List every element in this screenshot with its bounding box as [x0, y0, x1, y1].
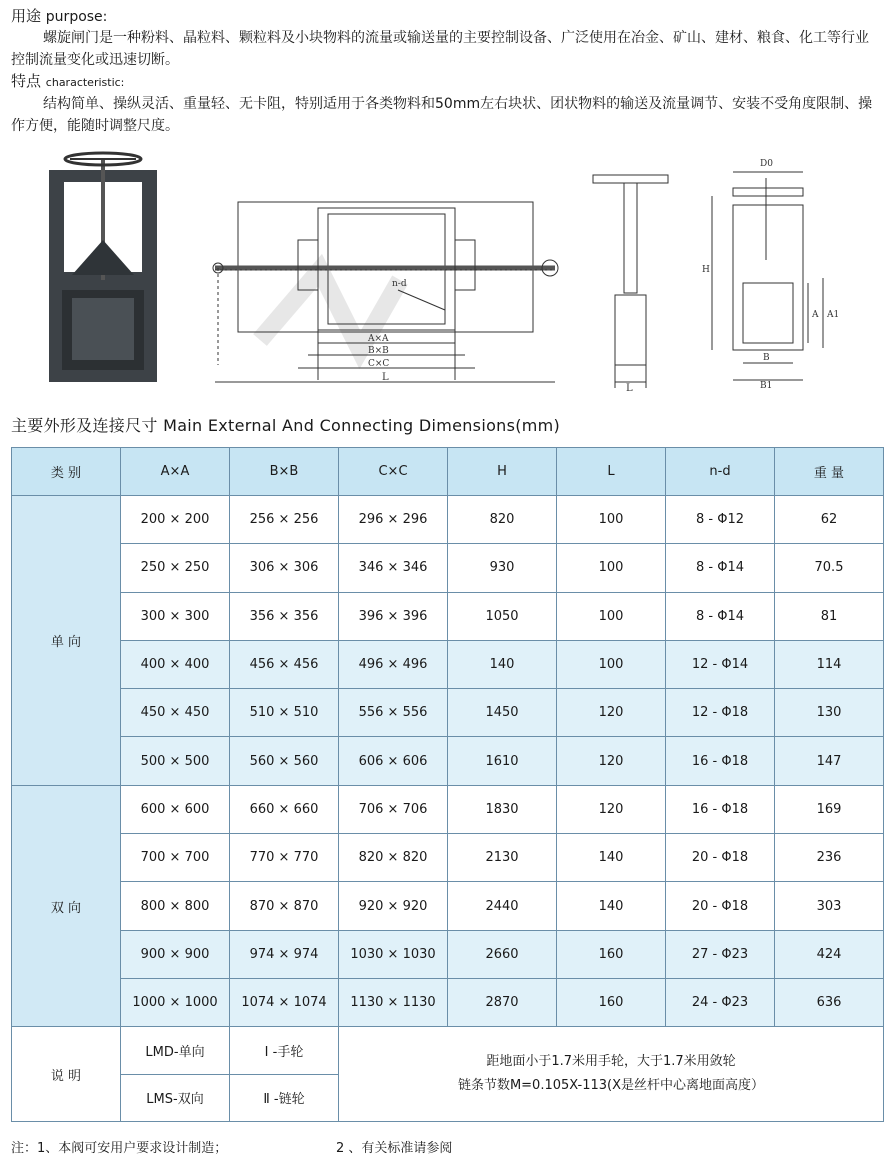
table-row: [12, 737, 884, 785]
header-h: H: [448, 448, 557, 496]
header-cxc: C×C: [339, 448, 448, 496]
cell-nd: 24 - Φ23: [666, 978, 775, 1026]
cell-l: 100: [557, 496, 666, 544]
cell-bxb: 1074 × 1074: [230, 978, 339, 1026]
cell-cxc: 1030 × 1030: [339, 930, 448, 978]
cell-cxc: 396 × 396: [339, 592, 448, 640]
label-cxc: C×C: [368, 359, 390, 369]
footer-note-1: 注：1、本阀可安用户要求设计制造；: [11, 1141, 228, 1156]
cell-l: 120: [557, 737, 666, 785]
cell-l: 140: [557, 834, 666, 882]
cell-bxb: 256 × 256: [230, 496, 339, 544]
characteristic-label: 特点: [11, 72, 42, 90]
cell-weight: 424: [775, 930, 884, 978]
note-row: [12, 1027, 884, 1074]
note-lms-wheel: Ⅱ -链轮: [230, 1074, 339, 1121]
cell-weight: 636: [775, 978, 884, 1026]
header-axa: A×A: [121, 448, 230, 496]
header-bxb: B×B: [230, 448, 339, 496]
note-label: 说 明: [12, 1027, 121, 1122]
cell-nd: 16 - Φ18: [666, 785, 775, 833]
table-row: [12, 978, 884, 1026]
header-l: L: [557, 448, 666, 496]
cell-bxb: 770 × 770: [230, 834, 339, 882]
cell-nd: 16 - Φ18: [666, 737, 775, 785]
table-row: [12, 930, 884, 978]
cell-nd: 12 - Φ18: [666, 689, 775, 737]
cell-axa: 450 × 450: [121, 689, 230, 737]
cell-weight: 169: [775, 785, 884, 833]
cell-weight: 114: [775, 640, 884, 688]
cell-cxc: 606 × 606: [339, 737, 448, 785]
label-axa: A×A: [368, 334, 389, 344]
cell-h: 140: [448, 640, 557, 688]
note-remark: [339, 1027, 884, 1122]
group-double: 双 向: [12, 785, 121, 1026]
cell-h: 2130: [448, 834, 557, 882]
cell-l: 120: [557, 689, 666, 737]
label-nd: n-d: [392, 279, 407, 289]
header-nd: n-d: [666, 448, 775, 496]
cell-l: 100: [557, 544, 666, 592]
cell-weight: 130: [775, 689, 884, 737]
cell-cxc: 346 × 346: [339, 544, 448, 592]
purpose-text: 螺旋闸门是一种粉料、晶粒料、颗粒料及小块物料的流量或输送量的主要控制设备、广泛使用在冶金、矿山、建材、粮食、化工等行业控制流量变化或迅速切断。: [11, 30, 869, 68]
table-row: [12, 592, 884, 640]
cell-h: 2440: [448, 882, 557, 930]
label-bxb: B×B: [368, 346, 389, 356]
cell-axa: 500 × 500: [121, 737, 230, 785]
purpose-heading: [11, 6, 881, 27]
cell-axa: 250 × 250: [121, 544, 230, 592]
cell-weight: 81: [775, 592, 884, 640]
table-header-row: [12, 448, 884, 496]
label-h: H: [702, 265, 710, 275]
table-row: [12, 882, 884, 930]
cell-weight: 70.5: [775, 544, 884, 592]
cell-bxb: 660 × 660: [230, 785, 339, 833]
label-a: A: [812, 310, 819, 320]
cell-nd: 20 - Φ18: [666, 882, 775, 930]
drawings-svg: [0, 150, 890, 410]
cell-cxc: 556 × 556: [339, 689, 448, 737]
cell-nd: 8 - Φ12: [666, 496, 775, 544]
cell-weight: 62: [775, 496, 884, 544]
table-row: [12, 785, 884, 833]
cell-axa: 800 × 800: [121, 882, 230, 930]
cell-axa: 600 × 600: [121, 785, 230, 833]
label-b: B: [763, 353, 770, 363]
side-view-drawing: [593, 175, 668, 388]
characteristic-heading: [11, 71, 881, 93]
table-row: [12, 640, 884, 688]
label-d0: D0: [760, 159, 773, 169]
cell-bxb: 456 × 456: [230, 640, 339, 688]
cell-h: 1450: [448, 689, 557, 737]
intro-section: [11, 6, 881, 137]
cell-l: 160: [557, 930, 666, 978]
cell-nd: 8 - Φ14: [666, 592, 775, 640]
cell-nd: 12 - Φ14: [666, 640, 775, 688]
cell-axa: 1000 × 1000: [121, 978, 230, 1026]
cell-bxb: 356 × 356: [230, 592, 339, 640]
cell-cxc: 296 × 296: [339, 496, 448, 544]
label-b1: B1: [760, 381, 773, 391]
remark-line-2: 链条节数M=0.105X-113(X是丝杆中心离地面高度）: [457, 1078, 765, 1094]
cell-nd: 27 - Φ23: [666, 930, 775, 978]
group-single: 单 向: [12, 496, 121, 786]
cell-h: 2660: [448, 930, 557, 978]
cell-cxc: 496 × 496: [339, 640, 448, 688]
cell-weight: 147: [775, 737, 884, 785]
label-l-side: L: [626, 383, 633, 394]
table-row: [12, 544, 884, 592]
cell-l: 100: [557, 640, 666, 688]
cell-cxc: 820 × 820: [339, 834, 448, 882]
label-a1: A1: [827, 310, 840, 320]
note-lmd-wheel: Ⅰ -手轮: [230, 1027, 339, 1074]
cell-nd: 8 - Φ14: [666, 544, 775, 592]
cell-cxc: 920 × 920: [339, 882, 448, 930]
characteristic-label-en: characteristic:: [45, 76, 125, 89]
purpose-label: 用途: [11, 7, 42, 25]
table-row: [12, 689, 884, 737]
cell-axa: 200 × 200: [121, 496, 230, 544]
purpose-label-en: purpose:: [45, 9, 108, 25]
cell-axa: 300 × 300: [121, 592, 230, 640]
header-category: 类 别: [12, 448, 121, 496]
remark-line-1: 距地面小于1.7米用手轮，大于1.7米用敛轮: [486, 1054, 736, 1070]
cell-h: 1050: [448, 592, 557, 640]
header-weight: 重 量: [775, 448, 884, 496]
characteristic-text: 结构简单、操纵灵活、重量轻、无卡阻，特别适用于各类物料和50mm左右块状、团状物料的输送及流量调节、安装不受角度限制、操作方便，能随时调整尺度。: [11, 96, 873, 134]
cell-l: 140: [557, 882, 666, 930]
cell-nd: 20 - Φ18: [666, 834, 775, 882]
cell-weight: 303: [775, 882, 884, 930]
cell-axa: 700 × 700: [121, 834, 230, 882]
cell-h: 930: [448, 544, 557, 592]
cell-axa: 400 × 400: [121, 640, 230, 688]
cell-cxc: 1130 × 1130: [339, 978, 448, 1026]
dimensions-table: [11, 447, 884, 1122]
cell-bxb: 974 × 974: [230, 930, 339, 978]
cell-l: 160: [557, 978, 666, 1026]
note-lmd: LMD-单向: [121, 1027, 230, 1074]
valve-photo: [49, 153, 157, 382]
cell-bxb: 306 × 306: [230, 544, 339, 592]
cell-axa: 900 × 900: [121, 930, 230, 978]
note-lms: LMS-双向: [121, 1074, 230, 1121]
drawings-section: [0, 150, 890, 410]
footer-note-2: 2 、有关标准请参阅: [336, 1141, 453, 1156]
label-l-front: L: [382, 372, 389, 383]
cell-cxc: 706 × 706: [339, 785, 448, 833]
cell-l: 120: [557, 785, 666, 833]
cell-h: 1610: [448, 737, 557, 785]
table-row: [12, 496, 884, 544]
table-row: [12, 834, 884, 882]
end-view-drawing: [712, 172, 823, 380]
cell-h: 1830: [448, 785, 557, 833]
cell-h: 820: [448, 496, 557, 544]
cell-l: 100: [557, 592, 666, 640]
cell-bxb: 510 × 510: [230, 689, 339, 737]
cell-weight: 236: [775, 834, 884, 882]
cell-h: 2870: [448, 978, 557, 1026]
table-title: 主要外形及连接尺寸 Main External And Connecting Dimensions(mm): [11, 416, 561, 435]
cell-bxb: 560 × 560: [230, 737, 339, 785]
cell-bxb: 870 × 870: [230, 882, 339, 930]
